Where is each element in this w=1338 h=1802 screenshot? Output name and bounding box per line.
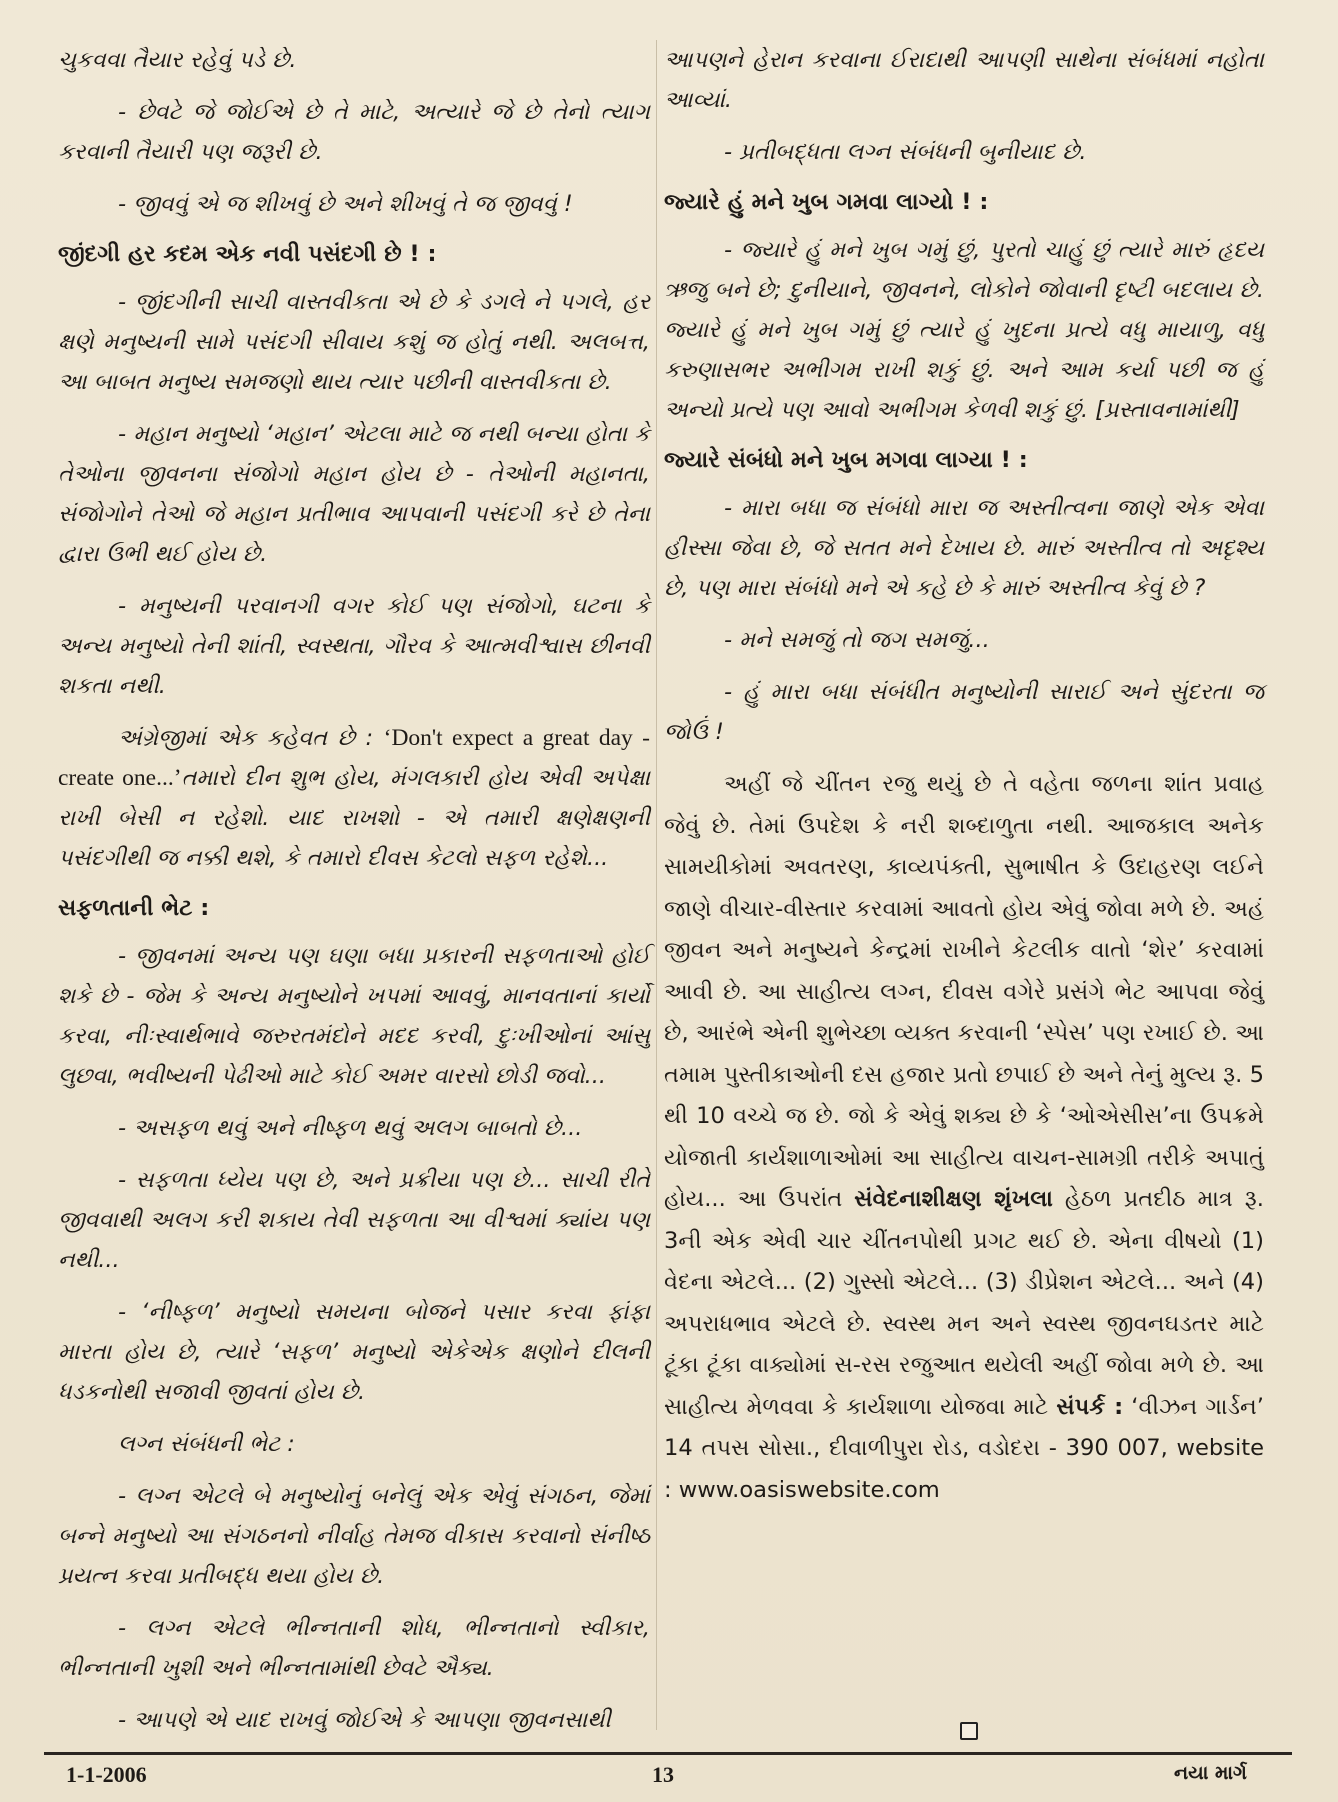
paragraph: ચુકવવા તૈયાર રહેવું પડે છે. <box>58 47 297 73</box>
paragraph: - જ્યારે હું મને ખુબ ગમું છું, પુરતો ચાહું છું ત્યારે મારું હૃદય ઋજુ બને છે; દુનીયાને, જીવનને, લોકોને જોવાની દૃષ્ટી બદલાય છે. જ્યારે હું મને ખુબ ગમું છું ત્યારે હું ખુદના પ્રત્યે વધુ માયાળુ, વધુ કરુણાસભર અભીગમ રાખી શકું છું. અને આમ કર્યા પછી જ હું અન્યો પ્રત્યે પણ આવો અભીગમ કેળવી શકું છું. [પ્રસ્તાવનામાંથી] <box>664 237 1264 423</box>
paragraph: - પ્રતીબદ્ધતા લગ્ન સંબંધની બુનીયાદ છે. <box>724 139 1087 165</box>
paragraph: - જીવવું એ જ શીખવું છે અને શીખવું તે જ જીવવું ! <box>118 191 573 217</box>
magazine-title: નયા માર્ગ <box>1174 1762 1247 1784</box>
section-heading: જ્યારે સંબંધો મને ખુબ મગવા લાગ્યા ! : <box>664 447 1028 473</box>
paragraph: આપણને હેરાન કરવાના ઈરાદાથી આપણી સાથેના સંબંધમાં નહોતા આવ્યાં. <box>664 47 1264 113</box>
series-name: સંવેદનાશીક્ષણ શૃંખલા <box>854 1186 1053 1212</box>
end-mark-icon <box>960 1722 978 1740</box>
paragraph: - સફળતા ધ્યેય પણ છે, અને પ્રક્રીયા પણ છે... સાચી રીતે જીવવાથી અલગ કરી શકાય તેવી સફળતા આ વીશ્વમાં ક્યાંય પણ નથી... <box>58 1167 650 1273</box>
review-paragraph <box>664 764 1264 1511</box>
paragraph: - મને સમજું તો જગ સમજું... <box>724 627 990 653</box>
section-subheading: લગ્ન સંબંધની ભેટ : <box>118 1431 295 1457</box>
section-heading: સફળતાની ભેટ : <box>58 895 210 921</box>
column-divider <box>656 40 657 1730</box>
left-column <box>58 40 650 1752</box>
paragraph-proverb <box>58 718 650 878</box>
paragraph: - મારા બધા જ સંબંધો મારા જ અસ્તીત્વના જાણે એક એવા હીસ્સા જેવા છે, જે સતત મને દેખાય છે. મારું અસ્તીત્વ તો અદૃશ્ય છે, પણ મારા સંબંધો મને એ કહે છે કે મારું અસ્તીત્વ કેવું છે ? <box>664 495 1264 601</box>
proverb-intro: અંગ્રેજીમાં એક કહેવત છે : <box>118 725 384 751</box>
proverb-rest: તમારો દીન શુભ હોય, મંગલકારી હોય એવી અપેક્ષા રાખી બેસી ન રહેશો. યાદ રાખશો - એ તમારી ક્ષણેક્ષણની પસંદગીથી જ નક્કી થશે, કે તમારો દીવસ કેટલો સફળ રહેશે... <box>58 765 650 871</box>
paragraph: - જીવનમાં અન્ય પણ ઘણા બધા પ્રકારની સફળતાઓ હોઈ શકે છે - જેમ કે અન્ય મનુષ્યોને ખપમાં આવવું, માનવતાનાં કાર્યો કરવા, નીઃસ્વાર્થભાવે જરુરતમંદોને મદદ કરવી, દુઃખીઓનાં આંસુ લુછવા, ભવીષ્યની પેઢીઓ માટે કોઈ અમર વારસો છોડી જવો... <box>58 943 650 1089</box>
paragraph: - હું મારા બધા સંબંધીત મનુષ્યોની સારાઈ અને સુંદરતા જ જોઉં ! <box>664 679 1264 745</box>
paragraph: - મનુષ્યની પરવાનગી વગર કોઈ પણ સંજોગો, ઘટના કે અન્ય મનુષ્યો તેની શાંતી, સ્વસ્થતા, ગૌરવ કે આત્મવીશ્વાસ છીનવી શકતા નથી. <box>58 593 650 699</box>
paragraph: - આપણે એ યાદ રાખવું જોઈએ કે આપણા જીવનસાથી <box>118 1707 611 1733</box>
english-quote: ‘Don't expect a great day - create one...’ <box>58 725 650 791</box>
paragraph: - લગ્ન એટલે બે મનુષ્યોનું બનેલું એક એવું સંગઠન, જેમાં બન્ને મનુષ્યો આ સંગઠનનો નીર્વાહ તેમજ વીકાસ કરવાનો સંનીષ્ઠ પ્રયત્ન કરવા પ્રતીબદ્ધ થયા હોય છે. <box>58 1483 650 1589</box>
section-heading: જીંદગી હર કદમ એક નવી પસંદગી છે ! : <box>58 241 437 267</box>
review-text: અહીં જે ચીંતન રજુ થયું છે તે વહેતા જળના શાંત પ્રવાહ જેવું છે. તેમાં ઉપદેશ કે નરી શબ્દાળુતા નથી. આજકાલ અનેક સામયીકોમાં અવતરણ, કાવ્યપંક્તી, સુભાષીત કે ઉદાહરણ લઈને જાણે વીચાર-વીસ્તાર કરવામાં આવતો હોય એવું જોવા મળે છે. અહં જીવન અને મનુષ્યને કેન્દ્રમાં રાખીને કેટલીક વાતો ‘શેર’ કરવામાં આવી છે. આ સાહીત્ય લગ્ન, દીવસ વગેરે પ્રસંગે ભેટ આપવા જેવું છે, આરંભે એની શુભેચ્છા વ્યક્ત કરવાની ‘સ્પેસ’ પણ રખાઈ છે. આ તમામ પુસ્તીકાઓની દસ હજાર પ્રતો છપાઈ છે અને તેનું મુલ્ય રૂ. 5 થી 10 વચ્ચે જ છે. જો કે એવું શક્ય છે કે ‘ઓએસીસ’ના ઉપક્રમે યોજાતી કાર્યશાળાઓમાં આ સાહીત્ય વાચન-સામગ્રી તરીકે અપાતું હોય... આ ઉપરાંત <box>664 771 1264 1212</box>
right-column <box>664 40 1264 1523</box>
paragraph: - લગ્ન એટલે ભીન્નતાની શોધ, ભીન્નતાનો સ્વીકાર, ભીન્નતાની ખુશી અને ભીન્નતામાંથી છેવટે ઐક્ય. <box>58 1615 650 1681</box>
paragraph: - મહાન મનુષ્યો ‘મહાન’ એટલા માટે જ નથી બન્યા હોતા કે તેઓના જીવનના સંજોગો મહાન હોય છે - તેઓની મહાનતા, સંજોગોને તેઓ જે મહાન પ્રતીભાવ આપવાની પસંદગી કરે છે તેના દ્વારા ઉભી થઈ હોય છે. <box>58 421 650 567</box>
paragraph: - અસફળ થવું અને નીષ્ફળ થવું અલગ બાબતો છે... <box>118 1115 583 1141</box>
paragraph: - ‘નીષ્ફળ’ મનુષ્યો સમયના બોજને પસાર કરવા ફાંફા મારતા હોય છે, ત્યારે ‘સફળ’ મનુષ્યો એકેએક ક્ષણોને દીલની ધડકનોથી સજાવી જીવતાં હોય છે. <box>58 1299 650 1405</box>
paragraph: - છેવટે જે જોઈએ છે તે માટે, અત્યારે જે છે તેનો ત્યાગ કરવાની તૈયારી પણ જરૂરી છે. <box>58 99 650 165</box>
review-text: હેઠળ પ્રતદીઠ માત્ર રૂ. 3ની એક એવી ચાર ચીંતનપોથી પ્રગટ થઈ છે. એના વીષયો (1) વેદના એટલે... (2) ગુસ્સો એટલે... (3) ડીપ્રેશન એટલે... અને (4) અપરાધભાવ એટલે છે. સ્વસ્થ મન અને સ્વસ્થ જીવનઘડતર માટે ટૂંકા ટૂંકા વાક્યોમાં સ-રસ રજુઆત થયેલી અહીં જોવા મળે છે. આ સાહીત્ય મેળવવા કે કાર્યશાળા યોજવા માટે <box>664 1186 1264 1420</box>
footer-rule <box>44 1752 1292 1755</box>
paragraph: - જીંદગીની સાચી વાસ્તવીકતા એ છે કે ડગલે ને પગલે, હર ક્ષણે મનુષ્યની સામે પસંદગી સીવાય કશું જ હોતું નથી. અલબત્ત, આ બાબત મનુષ્ય સમજણો થાય ત્યાર પછીની વાસ્તવીકતા છે. <box>58 289 650 395</box>
contact-details: ‘વીઝન ગાર્ડન’ 14 તપસ સોસા., દીવાળીપુરા રોડ, વડોદરા - 390 007, website : www.oasiswebsite.com <box>664 1393 1264 1503</box>
section-heading: જ્યારે હું મને ખુબ ગમવા લાગ્યો ! : <box>664 189 989 215</box>
footer-date: 1-1-2006 <box>66 1762 147 1787</box>
contact-label: સંપર્ક : <box>1056 1393 1124 1420</box>
page-number: 13 <box>652 1762 674 1787</box>
